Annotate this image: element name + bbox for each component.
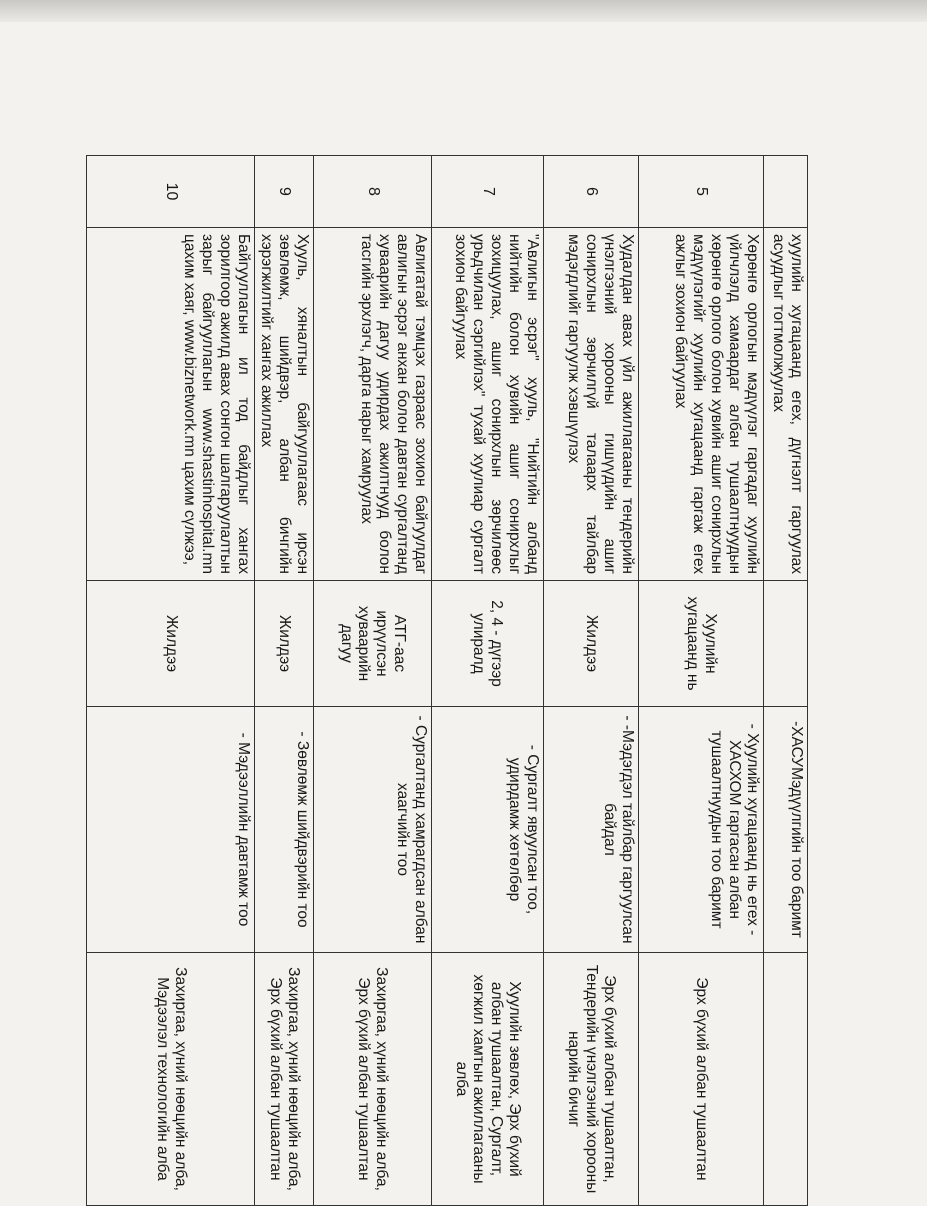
task-cell: Хууль, хяналтын байгууллагаас ирсэн зөвлөмж, шийдвэр, албан бичгийн хэрэгжилтийг хангах ажиллах <box>255 228 314 581</box>
table-row <box>314 156 432 1206</box>
deadline-cell: Хуулийн хугацаанд нь <box>639 581 764 707</box>
row-number: 6 <box>544 156 639 228</box>
table-row <box>87 156 255 1206</box>
row-number <box>764 156 808 228</box>
deadline-cell: Жилдээ <box>544 581 639 707</box>
deadline-cell: АТГ-аас ирүүлсэн хуваарийн дагуу <box>314 581 432 707</box>
responsible-cell: Захиргаа, хүний нөөцийн алба, Эрх бүхий албан тушаалтан <box>255 953 314 1206</box>
task-cell: Байгууллагын ил тод байдлыг хангах зорилгоор ажилд авах сонгон шалгаруулалтын зарыг байгууллагын www.shastinhospital.mn цахим хаяг, www.biznetwork.mn цахим сүлжээ, <box>87 228 255 581</box>
scanner-edge <box>0 0 927 22</box>
responsible-cell: Захиргаа, хүний нөөцийн алба, Мэдээлэл технологийн алба <box>87 953 255 1206</box>
indicator-cell: - Хуулийн хугацаанд нь егех - ХАСХОМ гаргасан албан тушаалтнуудын тоо баримт <box>639 707 764 953</box>
row-number: 7 <box>432 156 544 228</box>
task-cell: Хөрөнгө орлогын мэдүүлэг гаргадаг хуулийн үйлчлэлд хамаардаг албан тушаалтнуудын хөрөнгө орлого болон хувийн ашиг сонирхлын мэдүүлэгийг хуулийн хугацаанд гаргаж егех ажлыг зохион байгуулах <box>639 228 764 581</box>
row-number: 10 <box>87 156 255 228</box>
deadline-cell: Жилдээ <box>255 581 314 707</box>
task-cell: Авлигатай тэмцэх газраас зохион байгуулдаг авлигын эсрэг анхан болон давтан сургалтанд хуваарийн дагуу удирдах ажилтнууд болон тасгийн эрхлэгч, дарга нарыг хамруулах <box>314 228 432 581</box>
indicator-cell: - Сургалтанд хамрагдсан албан хаагчийн тоо <box>314 707 432 953</box>
table-row <box>639 156 764 1206</box>
responsible-cell <box>764 953 808 1206</box>
deadline-cell: Жилдээ <box>87 581 255 707</box>
table-row <box>544 156 639 1206</box>
indicator-cell: - Зөвлөмж шийдвэрийн тоо <box>255 707 314 953</box>
deadline-cell: 2, 4 - дүгээр улиралд <box>432 581 544 707</box>
responsible-cell: Хуулийн зөвлөх, Эрх бүхий албан тушаалтан, Сургалт, хөгжил хамтын ажиллагааны алба <box>432 953 544 1206</box>
table-row <box>432 156 544 1206</box>
responsible-cell: Захиргаа, хүний нөөцийн алба, Эрх бүхий албан тушаалтан <box>314 953 432 1206</box>
responsible-cell: Эрх бүхий албан тушаалтан, Тендерийн үнэлгээний хорооны нарийн бичиг <box>544 953 639 1206</box>
indicator-cell: - Сургалт явуулсан тоо, удирдамж хөтөлбөр <box>432 707 544 953</box>
indicator-cell: - Мэдээллийн давтамж тоо <box>87 707 255 953</box>
rotated-plan-table <box>86 155 808 1205</box>
indicator-cell: - -Мэдэгдэл тайлбар гаргуулсан байдал <box>544 707 639 953</box>
deadline-cell <box>764 581 808 707</box>
row-number: 5 <box>639 156 764 228</box>
task-cell: Худалдан авах үйл ажиллагааны тендерийн үнэлгээний хорооны гишүүдийн ашиг сонирхлын зөрчилгүй талаарх тайлбар мэдэгдлийг гаргуулж хэвшүүлэх <box>544 228 639 581</box>
row-number: 8 <box>314 156 432 228</box>
row-number: 9 <box>255 156 314 228</box>
action-plan-table <box>86 155 808 1206</box>
table-row <box>255 156 314 1206</box>
table-row <box>764 156 808 1206</box>
task-cell: хуулийн хугацаанд егех, дүгнэлт гаргуулах асуудлыг тогтмолжуулах <box>764 228 808 581</box>
indicator-cell: -ХАСУМэдүүлгийн тоо баримт <box>764 707 808 953</box>
responsible-cell: Эрх бүхий албан тушаалтан <box>639 953 764 1206</box>
task-cell: "Авлигын эсрэг" хууль, "Нийтийн албанд нийтийн болон хувийн ашиг сонирхлыг зохицуулах, ашиг сонирхлын зөрчилөөс урьдчилан сэргийлэх" тухай хуулиар сургалт зохион байгуулах <box>432 228 544 581</box>
